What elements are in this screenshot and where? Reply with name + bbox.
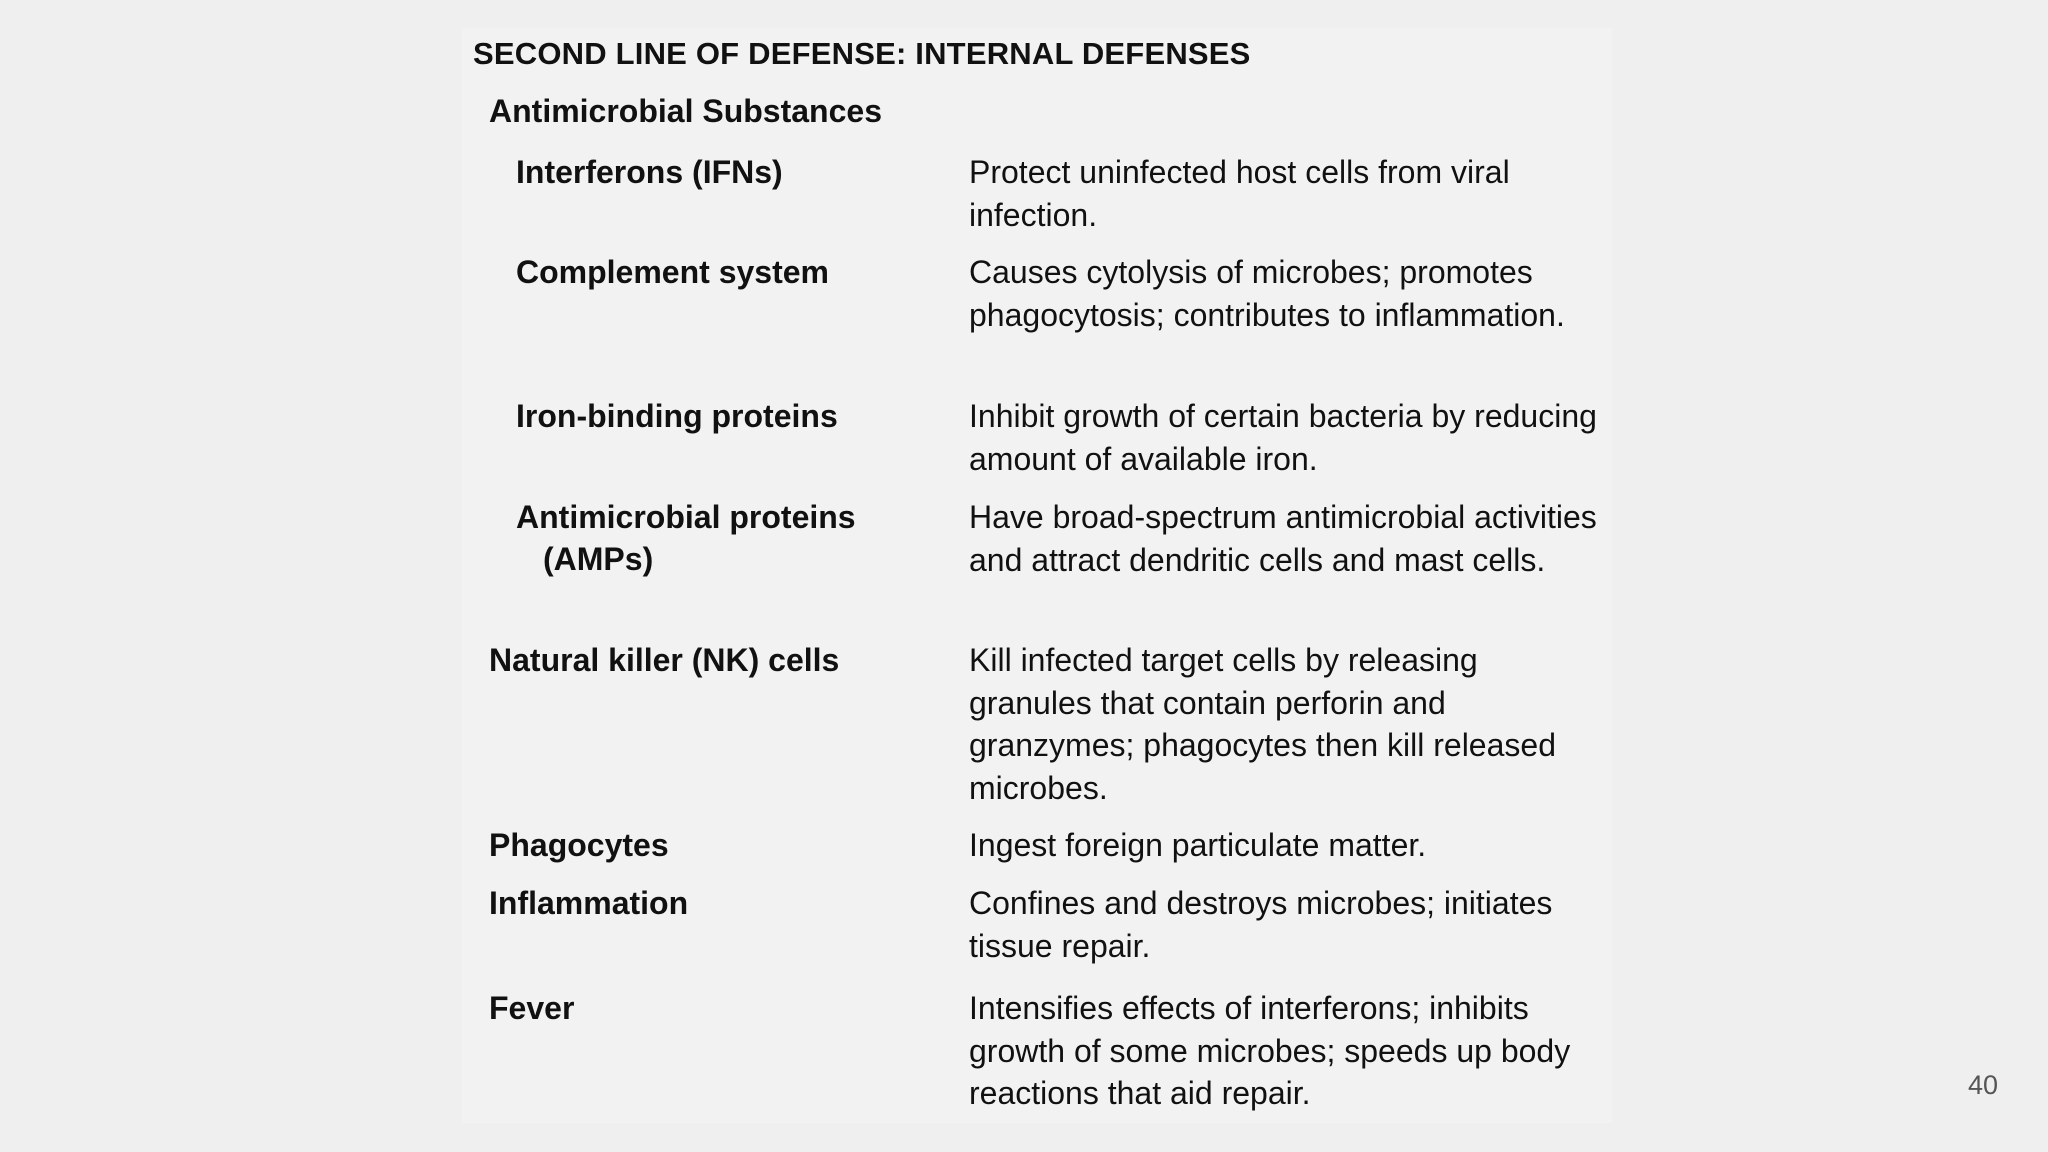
term-line: Natural killer (NK) cells xyxy=(489,642,840,678)
term-line: Inflammation xyxy=(489,885,689,921)
term-phagocytes xyxy=(489,824,929,866)
desc-antimicrobial-proteins: Have broad-spectrum antimicrobial activities and attract dendritic cells and mast cells. xyxy=(969,499,1597,578)
term-line: Iron-binding proteins xyxy=(516,398,838,434)
section-title: Antimicrobial Substances xyxy=(489,93,882,129)
slide-heading: SECOND LINE OF DEFENSE: INTERNAL DEFENSES xyxy=(473,36,1251,71)
term-antimicrobial-proteins xyxy=(516,496,956,580)
desc-phagocytes: Ingest foreign particulate matter. xyxy=(969,827,1427,863)
desc-iron-binding-proteins: Inhibit growth of certain bacteria by reducing amount of available iron. xyxy=(969,398,1597,477)
term-line: Fever xyxy=(489,990,575,1026)
desc-natural-killer-cells: Kill infected target cells by releasing granules that contain perforin and granzymes; phagocytes then kill released microbes. xyxy=(969,642,1556,806)
desc-interferons: Protect uninfected host cells from viral infection. xyxy=(969,154,1510,233)
term-fever xyxy=(489,987,929,1029)
term-line: Antimicrobial proteins xyxy=(516,499,856,535)
term-iron-binding-proteins xyxy=(516,395,956,437)
desc-complement-system: Causes cytolysis of microbes; promotes phagocytosis; contributes to inflammation. xyxy=(969,254,1565,333)
term-line-continued: (AMPs) xyxy=(543,541,654,577)
desc-fever: Intensifies effects of interferons; inhibits growth of some microbes; speeds up body reactions that aid repair. xyxy=(969,990,1571,1111)
term-complement-system xyxy=(516,251,956,293)
page-number: 40 xyxy=(1968,1070,1999,1100)
term-line: Phagocytes xyxy=(489,827,669,863)
term-line: Complement system xyxy=(516,254,829,290)
term-interferons xyxy=(516,151,956,193)
desc-inflammation: Confines and destroys microbes; initiates tissue repair. xyxy=(969,885,1553,964)
term-inflammation xyxy=(489,882,929,924)
term-line: Interferons (IFNs) xyxy=(516,154,783,190)
term-natural-killer-cells xyxy=(489,639,929,681)
